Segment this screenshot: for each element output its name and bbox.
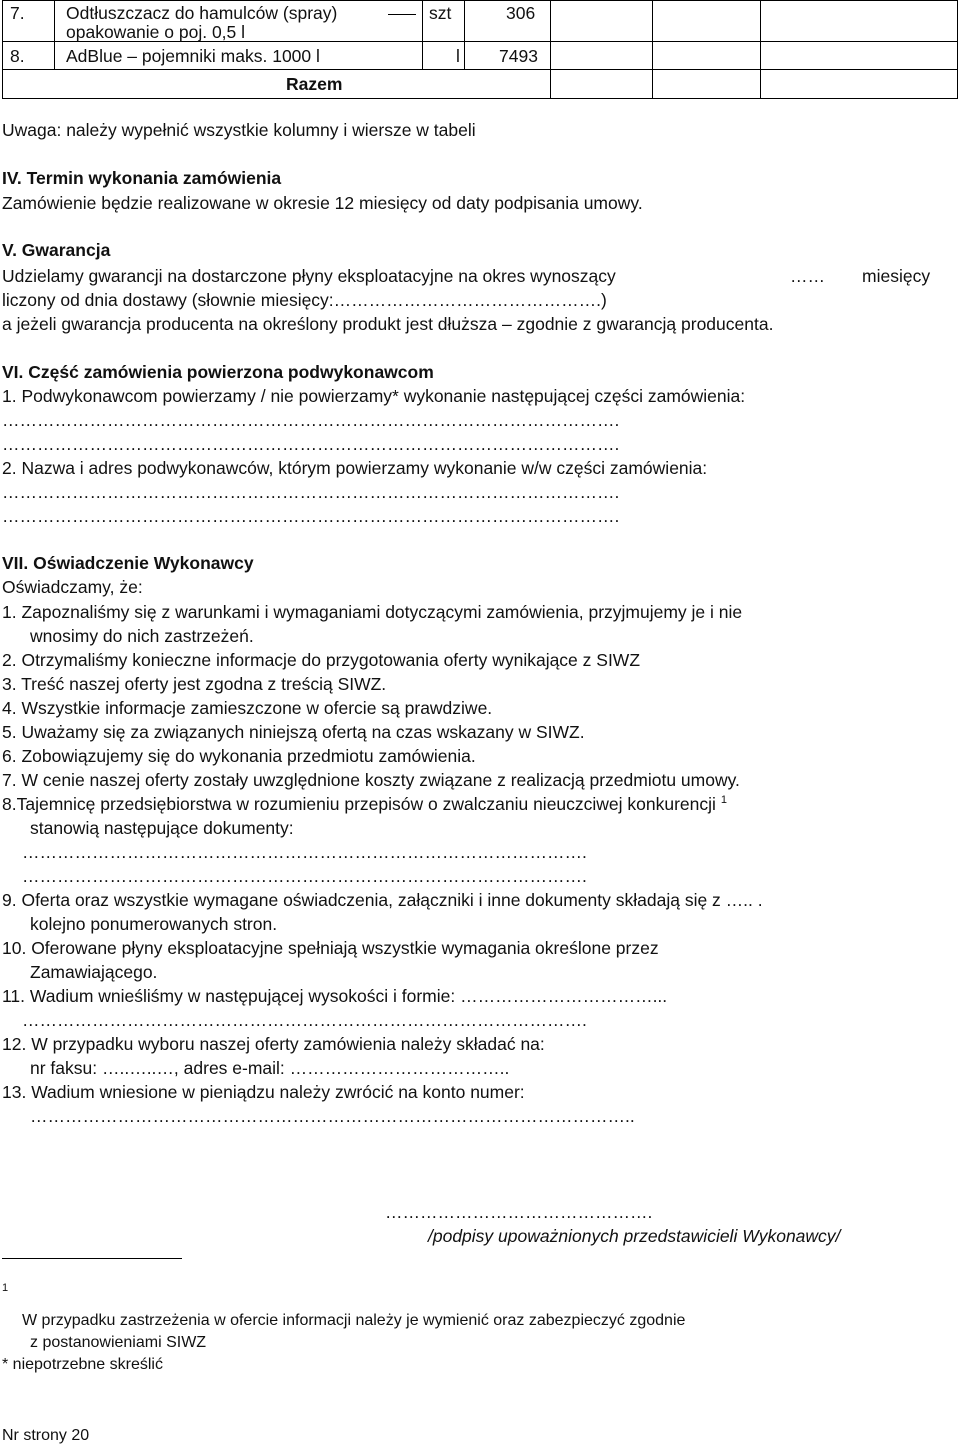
declaration-8-dots-1: ……………………………………………………………………………………. (22, 842, 587, 862)
declaration-4: 4. Wszystkie informacje zamieszczone w ofercie są prawdziwe. (2, 698, 493, 718)
declaration-2: 2. Otrzymaliśmy konieczne informacje do przygotowania oferty wynikające z SIWZ (2, 650, 641, 670)
subcontract-dots-3: ……………………………………………………………………………………………. (2, 482, 620, 502)
footnote-1-line-1: W przypadku zastrzeżenia w ofercie informacji należy je wymienić oraz zabezpieczyć zgodnie (22, 1312, 686, 1329)
signature-dots: ………………………………………. (385, 1202, 653, 1222)
page-number: Nr strony 20 (2, 1427, 90, 1444)
warranty-line-3: a jeżeli gwarancja producenta na określony produkt jest dłuższa – zgodnie z gwarancją producenta. (2, 314, 774, 334)
declaration-11-dots: ……………………………………………………………………………………. (22, 1010, 587, 1030)
declaration-8-text: 8.Tajemnicę przedsiębiorstwa w rozumieniu przepisów o zwalczaniu nieuczciwej konkurencji (2, 794, 716, 814)
declaration-11-line-1: 11. Wadium wnieśliśmy w następującej wysokości i formie: ……………………………... (2, 986, 668, 1006)
declaration-10-line-1: 10. Oferowane płyny eksploatacyjne spełniają wszystkie wymagania określone przez (2, 938, 659, 958)
section-6-heading: VI. Część zamówienia powierzona podwykonawcom (2, 362, 434, 382)
footnote-1-marker: 1 (2, 1282, 9, 1294)
declaration-12-line-2: nr faksu: …..…..…, adres e-mail: ……………………………….. (30, 1058, 510, 1078)
row-8-number: 8. (10, 46, 25, 66)
declaration-13-line-1: 13. Wadium wniesione w pieniądzu należy zwrócić na konto numer: (2, 1082, 525, 1102)
row-7-unit: szt (429, 3, 452, 23)
declaration-1-line-2: wnosimy do nich zastrzeżeń. (30, 626, 254, 646)
footnote-ref-1: 1 (720, 794, 727, 807)
warranty-line-1-b: miesięcy (862, 266, 931, 286)
footnote-1-line-2: z postanowieniami SIWZ (30, 1334, 207, 1351)
section-5-heading: V. Gwarancja (2, 240, 111, 260)
declaration-8-line-1 (2, 794, 727, 815)
row-7-quantity: 306 (506, 3, 536, 23)
subcontract-dots-4: ……………………………………………………………………………………………. (2, 506, 620, 526)
warranty-months-blank: …… (790, 266, 825, 286)
table-note: Uwaga: należy wypełnić wszystkie kolumny i wiersze w tabeli (2, 120, 476, 140)
declaration-6: 6. Zobowiązujemy się do wykonania przedmiotu zamówienia. (2, 746, 476, 766)
declaration-9-line-1: 9. Oferta oraz wszystkie wymagane oświadczenia, załączniki i inne dokumenty składają się z ….. . (2, 890, 763, 910)
subcontract-item-2: 2. Nazwa i adres podwykonawców, którym powierzamy wykonanie w/w części zamówienia: (2, 458, 708, 478)
subcontract-dots-1: ……………………………………………………………………………………………. (2, 410, 620, 430)
declaration-13-dots: ………………………………………………………………………………………….. (30, 1106, 635, 1126)
declaration-8-line-2: stanowią następujące dokumenty: (30, 818, 294, 838)
declaration-1-line-1: 1. Zapoznaliśmy się z warunkami i wymaganiami dotyczącymi zamówienia, przyjmujemy je i nie (2, 602, 743, 622)
row-8-name: AdBlue – pojemniki maks. 1000 l (66, 46, 320, 66)
subcontract-dots-2: ……………………………………………………………………………………………. (2, 434, 620, 454)
section-4-heading: IV. Termin wykonania zamówienia (2, 168, 282, 188)
row-7-name-line1: Odtłuszczacz do hamulców (spray) (66, 3, 338, 23)
total-label: Razem (286, 74, 343, 94)
warranty-line-1-a: Udzielamy gwarancji na dostarczone płyny eksploatacyjne na okres wynoszący (2, 266, 616, 286)
warranty-line-2: liczony od dnia dostawy (słownie miesięcy:……………………………………….) (2, 290, 607, 310)
row-7-name-line2: opakowanie o poj. 0,5 l (66, 22, 246, 42)
footnote-2: * niepotrzebne skreślić (2, 1356, 163, 1373)
row-8-unit: l (456, 46, 460, 66)
declaration-intro: Oświadczamy, że: (2, 577, 143, 597)
signature-label: /podpisy upoważnionych przedstawicieli Wykonawcy/ (428, 1226, 841, 1246)
declaration-3: 3. Treść naszej oferty jest zgodna z treścią SIWZ. (2, 674, 387, 694)
section-4-text: Zamówienie będzie realizowane w okresie 12 miesięcy od daty podpisania umowy. (2, 193, 643, 213)
dash-mark (388, 14, 416, 15)
declaration-9-line-2: kolejno ponumerowanych stron. (30, 914, 278, 934)
declaration-8-dots-2: ……………………………………………………………………………………. (22, 866, 587, 886)
footnote-divider (2, 1258, 182, 1259)
declaration-5: 5. Uważamy się za związanych niniejszą ofertą na czas wskazany w SIWZ. (2, 722, 585, 742)
declaration-12-line-1: 12. W przypadku wyboru naszej oferty zamówienia należy składać na: (2, 1034, 545, 1054)
items-table (2, 0, 958, 100)
subcontract-item-1: 1. Podwykonawcom powierzamy / nie powierzamy* wykonanie następującej części zamówienia: (2, 386, 746, 406)
row-8-quantity: 7493 (499, 46, 538, 66)
declaration-7: 7. W cenie naszej oferty zostały uwzględnione koszty związane z realizacją przedmiotu umowy. (2, 770, 740, 790)
section-7-heading: VII. Oświadczenie Wykonawcy (2, 553, 254, 573)
row-7-number: 7. (10, 3, 25, 23)
declaration-10-line-2: Zamawiającego. (30, 962, 158, 982)
